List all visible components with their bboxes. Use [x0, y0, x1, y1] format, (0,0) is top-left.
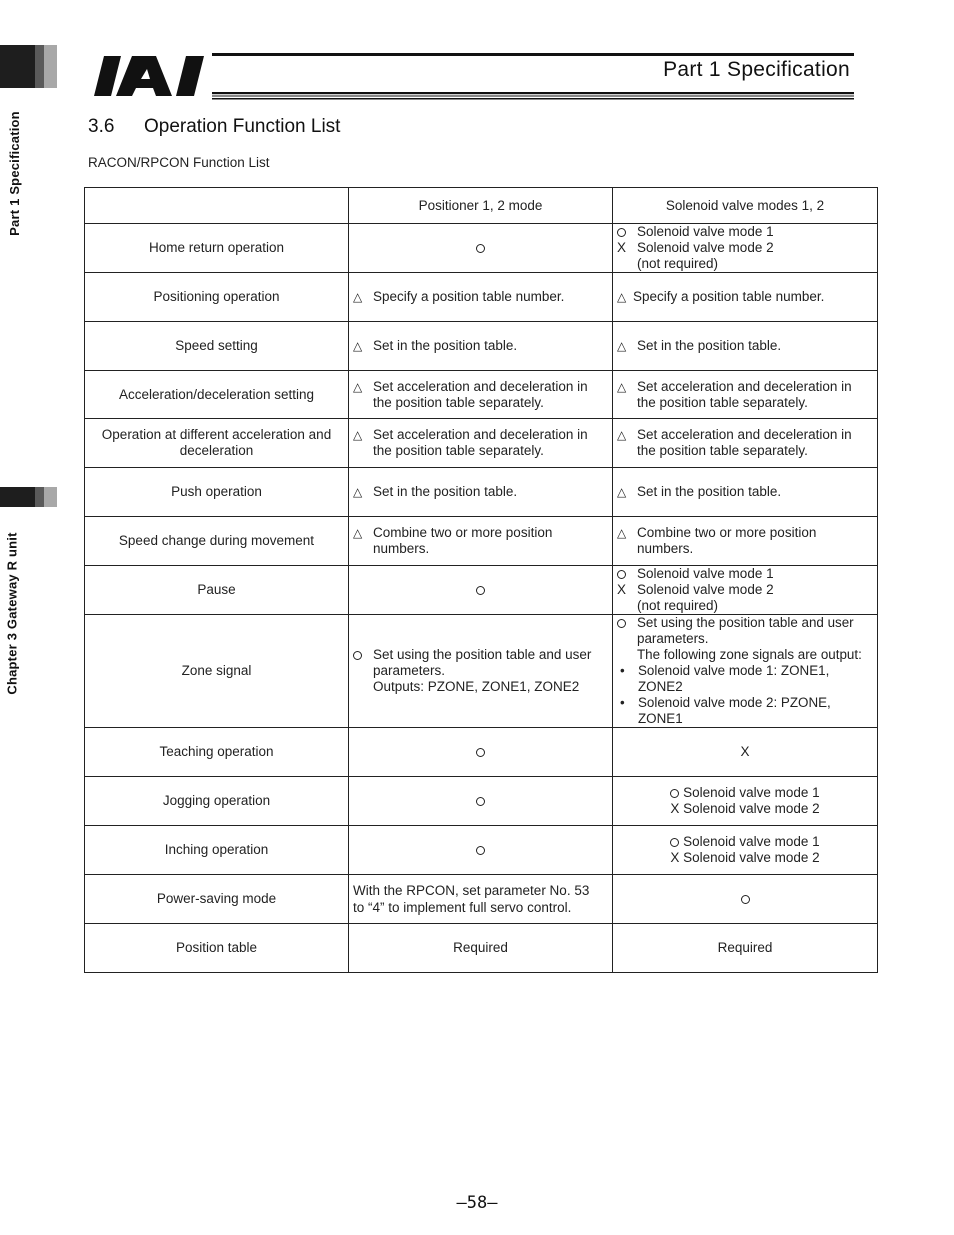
circle-icon	[476, 586, 485, 595]
solenoid-cell: Solenoid valve mode 1 X Solenoid valve mode 2	[613, 826, 878, 875]
section-heading	[88, 116, 340, 138]
positioner-cell	[349, 224, 613, 273]
function-name: Teaching operation	[85, 728, 349, 777]
positioner-cell: △ Specify a position table number.	[349, 273, 613, 322]
table-row	[85, 273, 878, 322]
circle-icon	[670, 789, 679, 798]
positioner-cell	[349, 728, 613, 777]
table-row	[85, 566, 878, 615]
table-caption: RACON/RPCON Function List	[88, 155, 270, 170]
triangle-icon: △	[353, 485, 363, 499]
function-name: Position table	[85, 924, 349, 973]
solenoid-cell: Solenoid valve mode 1 X Solenoid valve mode 2 (not required)	[613, 224, 878, 273]
table-row	[85, 777, 878, 826]
side-tab-top	[0, 45, 57, 88]
positioner-cell	[349, 826, 613, 875]
solenoid-cell: △ Specify a position table number.	[613, 273, 878, 322]
solenoid-cell: △ Set acceleration and deceleration in the position table separately.	[613, 371, 878, 419]
function-name: Power-saving mode	[85, 875, 349, 924]
section-number: 3.6	[88, 116, 115, 137]
function-name: Positioning operation	[85, 273, 349, 322]
table-header-row	[85, 188, 878, 224]
circle-icon	[476, 797, 485, 806]
circle-icon	[476, 748, 485, 757]
header-cell-function	[85, 188, 349, 224]
circle-icon	[617, 228, 626, 237]
function-table	[84, 187, 878, 973]
circle-icon	[476, 846, 485, 855]
triangle-icon: △	[617, 290, 627, 304]
function-name: Jogging operation	[85, 777, 349, 826]
circle-icon	[741, 895, 750, 904]
table-row	[85, 517, 878, 566]
table-row	[85, 728, 878, 777]
function-name: Speed setting	[85, 322, 349, 371]
circle-icon	[617, 570, 626, 579]
side-label-part: Part 1 Specification	[6, 111, 22, 236]
svg-text:IAI: IAI	[94, 52, 96, 53]
function-name: Pause	[85, 566, 349, 615]
positioner-cell: △ Set acceleration and deceleration in the position table separately.	[349, 419, 613, 468]
triangle-icon: △	[617, 379, 627, 394]
triangle-icon: △	[353, 428, 363, 442]
triangle-icon: △	[353, 379, 363, 394]
iai-logo	[94, 52, 216, 100]
function-name: Speed change during movement	[85, 517, 349, 566]
solenoid-cell	[613, 875, 878, 924]
function-name: Inching operation	[85, 826, 349, 875]
part-title: Part 1 Specification	[659, 58, 850, 82]
table-row	[85, 826, 878, 875]
positioner-cell: △ Set in the position table.	[349, 468, 613, 517]
solenoid-cell: Solenoid valve mode 1 X Solenoid valve mode 2	[613, 777, 878, 826]
solenoid-cell: Required	[613, 924, 878, 973]
positioner-cell: △ Set acceleration and deceleration in the position table separately.	[349, 371, 613, 419]
table-row	[85, 875, 878, 924]
triangle-icon: △	[617, 526, 627, 540]
function-name: Zone signal	[85, 615, 349, 728]
page-number: –58–	[456, 1193, 498, 1213]
circle-icon	[476, 244, 485, 253]
table-row	[85, 322, 878, 371]
header-cell-solenoid: Solenoid valve modes 1, 2	[613, 188, 878, 224]
solenoid-cell: X	[613, 728, 878, 777]
positioner-cell: Set using the position table and user parameters. Outputs: PZONE, ZONE1, ZONE2	[349, 615, 613, 728]
side-tab-bottom	[0, 487, 57, 507]
triangle-icon: △	[353, 339, 363, 353]
positioner-cell: △ Set in the position table.	[349, 322, 613, 371]
positioner-cell: △ Combine two or more position numbers.	[349, 517, 613, 566]
triangle-icon: △	[353, 290, 363, 304]
solenoid-cell: △ Set in the position table.	[613, 468, 878, 517]
triangle-icon: △	[617, 428, 627, 442]
side-label-chapter: Chapter 3 Gateway R unit	[4, 532, 20, 695]
table-row	[85, 419, 878, 468]
solenoid-cell: Set using the position table and user parameters. The following zone signals are output: • Solenoid valve mode 1: ZONE1, ZONE2 • Solenoid valve mode 2: PZONE, ZONE1	[613, 615, 878, 728]
triangle-icon: △	[617, 485, 627, 499]
table-row	[85, 615, 878, 728]
triangle-icon: △	[617, 339, 627, 353]
positioner-cell: Required	[349, 924, 613, 973]
positioner-cell	[349, 566, 613, 615]
table-row	[85, 371, 878, 419]
function-name: Operation at different acceleration and deceleration	[85, 419, 349, 468]
section-title: Operation Function List	[144, 116, 341, 137]
table-row	[85, 924, 878, 973]
function-name: Home return operation	[85, 224, 349, 273]
circle-icon	[353, 651, 362, 660]
header-cell-positioner: Positioner 1, 2 mode	[349, 188, 613, 224]
solenoid-cell: Solenoid valve mode 1 X Solenoid valve mode 2 (not required)	[613, 566, 878, 615]
function-name: Push operation	[85, 468, 349, 517]
circle-icon	[617, 619, 626, 628]
positioner-cell	[349, 777, 613, 826]
triangle-icon: △	[353, 526, 363, 540]
circle-icon	[670, 838, 679, 847]
table-row	[85, 224, 878, 273]
table-row	[85, 468, 878, 517]
solenoid-cell: △ Set acceleration and deceleration in the position table separately.	[613, 419, 878, 468]
function-name: Acceleration/deceleration setting	[85, 371, 349, 419]
solenoid-cell: △ Combine two or more position numbers.	[613, 517, 878, 566]
solenoid-cell: △ Set in the position table.	[613, 322, 878, 371]
positioner-cell: With the RPCON, set parameter No. 53 to “4” to implement full servo control.	[349, 875, 613, 924]
